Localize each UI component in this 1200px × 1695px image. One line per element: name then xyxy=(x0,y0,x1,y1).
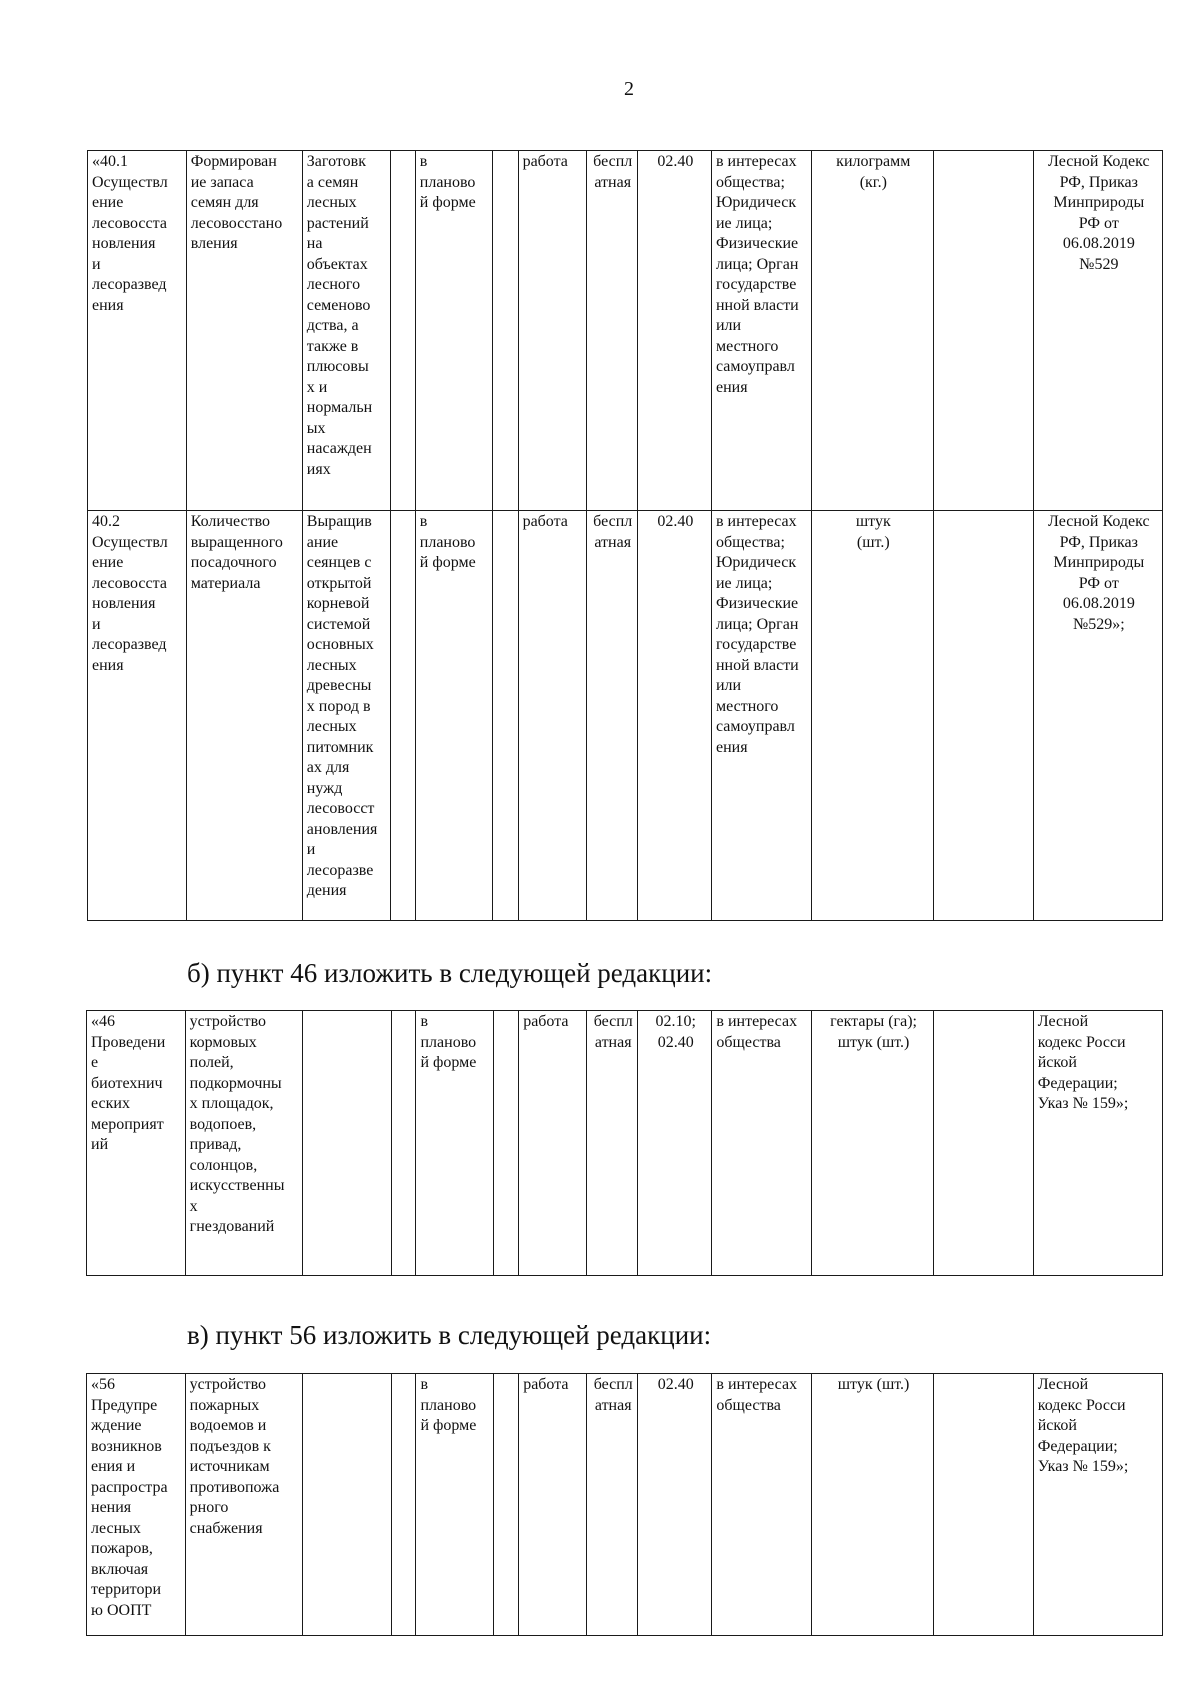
amendment-heading-c: в) пункт 56 изложить в следующей редакции: xyxy=(187,1320,712,1350)
code-cell: 02.40 xyxy=(638,1374,712,1636)
service-content-cell: устройство пожарных водоемов и подъездов к источникам противопожа рного снабжения xyxy=(185,1374,302,1636)
unit-cell: килограмм (кг.) xyxy=(811,151,933,511)
code-cell: 02.40 xyxy=(637,511,711,921)
consumers-cell: в интересах общества xyxy=(712,1011,812,1276)
empty-cell xyxy=(493,151,518,511)
empty-cell xyxy=(391,151,415,511)
empty-cell xyxy=(493,1374,518,1636)
empty-cell xyxy=(493,1011,518,1276)
payment-cell: беспл атная xyxy=(586,511,637,921)
service-content-cell: устройство кормовых полей, подкормочны х площадок, водопоев, привад, солонцов, искусственны х гнездований xyxy=(185,1011,302,1276)
form-cell: в планово й форме xyxy=(416,1374,493,1636)
item-name-cell: «46 Проведени е биотехнич еских мероприят ий xyxy=(87,1011,186,1276)
service-description-cell: Выращив ание сеянцев с открытой корневой системой основных лесных древесны х пород в лесных питомник ах для нужд лесовосст ановления и лесоразве дения xyxy=(302,511,391,921)
unit-cell: штук (шт.) xyxy=(811,511,933,921)
empty-cell xyxy=(392,1011,416,1276)
services-table-40 xyxy=(87,150,1163,921)
table-row-56 xyxy=(87,1374,1163,1636)
type-cell: работа xyxy=(519,1374,587,1636)
item-name-cell: 40.2 Осуществл ение лесовосста новления и лесоразвед ения xyxy=(88,511,187,921)
legal-basis-cell: Лесной кодекс Росси йской Федерации; Указ № 159»; xyxy=(1033,1374,1162,1636)
unit-cell: гектары (га); штук (шт.) xyxy=(812,1011,934,1276)
payment-cell: беспл атная xyxy=(586,151,637,511)
empty-cell xyxy=(933,151,1033,511)
empty-cell xyxy=(934,1374,1034,1636)
table-row-40-2 xyxy=(88,511,1163,921)
type-cell: работа xyxy=(519,1011,587,1276)
services-table-56 xyxy=(86,1373,1163,1636)
empty-cell xyxy=(392,1374,416,1636)
code-cell: 02.10; 02.40 xyxy=(638,1011,712,1276)
item-name-cell: «40.1 Осуществл ение лесовосста новления и лесоразвед ения xyxy=(88,151,187,511)
service-content-cell: Формирован ие запаса семян для лесовосстано вления xyxy=(186,151,302,511)
code-cell: 02.40 xyxy=(637,151,711,511)
consumers-cell: в интересах общества; Юридическ ие лица; Физические лица; Орган государстве нной власти или местного самоуправл ения xyxy=(711,151,811,511)
table-row-40-1 xyxy=(88,151,1163,511)
empty-cell xyxy=(933,511,1033,921)
amendment-heading-b: б) пункт 46 изложить в следующей редакции: xyxy=(187,958,713,988)
table-row-46 xyxy=(87,1011,1163,1276)
service-description-cell xyxy=(302,1011,391,1276)
empty-cell xyxy=(493,511,518,921)
form-cell: в планово й форме xyxy=(415,151,492,511)
legal-basis-cell: Лесной Кодекс РФ, Приказ Минприроды РФ от 06.08.2019 №529»; xyxy=(1033,511,1162,921)
service-description-cell xyxy=(302,1374,391,1636)
services-table-46 xyxy=(86,1010,1163,1276)
form-cell: в планово й форме xyxy=(416,1011,493,1276)
service-description-cell: Заготовк а семян лесных растений на объектах лесного семеново дства, а также в плюсовы х и нормальн ых насажден иях xyxy=(302,151,391,511)
form-cell: в планово й форме xyxy=(415,511,492,921)
unit-cell: штук (шт.) xyxy=(812,1374,934,1636)
page-number: 2 xyxy=(624,78,634,100)
type-cell: работа xyxy=(518,151,586,511)
service-content-cell: Количество выращенного посадочного материала xyxy=(186,511,302,921)
payment-cell: беспл атная xyxy=(587,1011,638,1276)
type-cell: работа xyxy=(518,511,586,921)
legal-basis-cell: Лесной Кодекс РФ, Приказ Минприроды РФ от 06.08.2019 №529 xyxy=(1033,151,1162,511)
legal-basis-cell: Лесной кодекс Росси йской Федерации; Указ № 159»; xyxy=(1033,1011,1162,1276)
item-name-cell: «56 Предупре ждение возникнов ения и распростра нения лесных пожаров, включая территори ю ООПТ xyxy=(87,1374,186,1636)
consumers-cell: в интересах общества xyxy=(712,1374,812,1636)
empty-cell xyxy=(934,1011,1034,1276)
payment-cell: беспл атная xyxy=(587,1374,638,1636)
consumers-cell: в интересах общества; Юридическ ие лица; Физические лица; Орган государстве нной власти или местного самоуправл ения xyxy=(711,511,811,921)
empty-cell xyxy=(391,511,415,921)
